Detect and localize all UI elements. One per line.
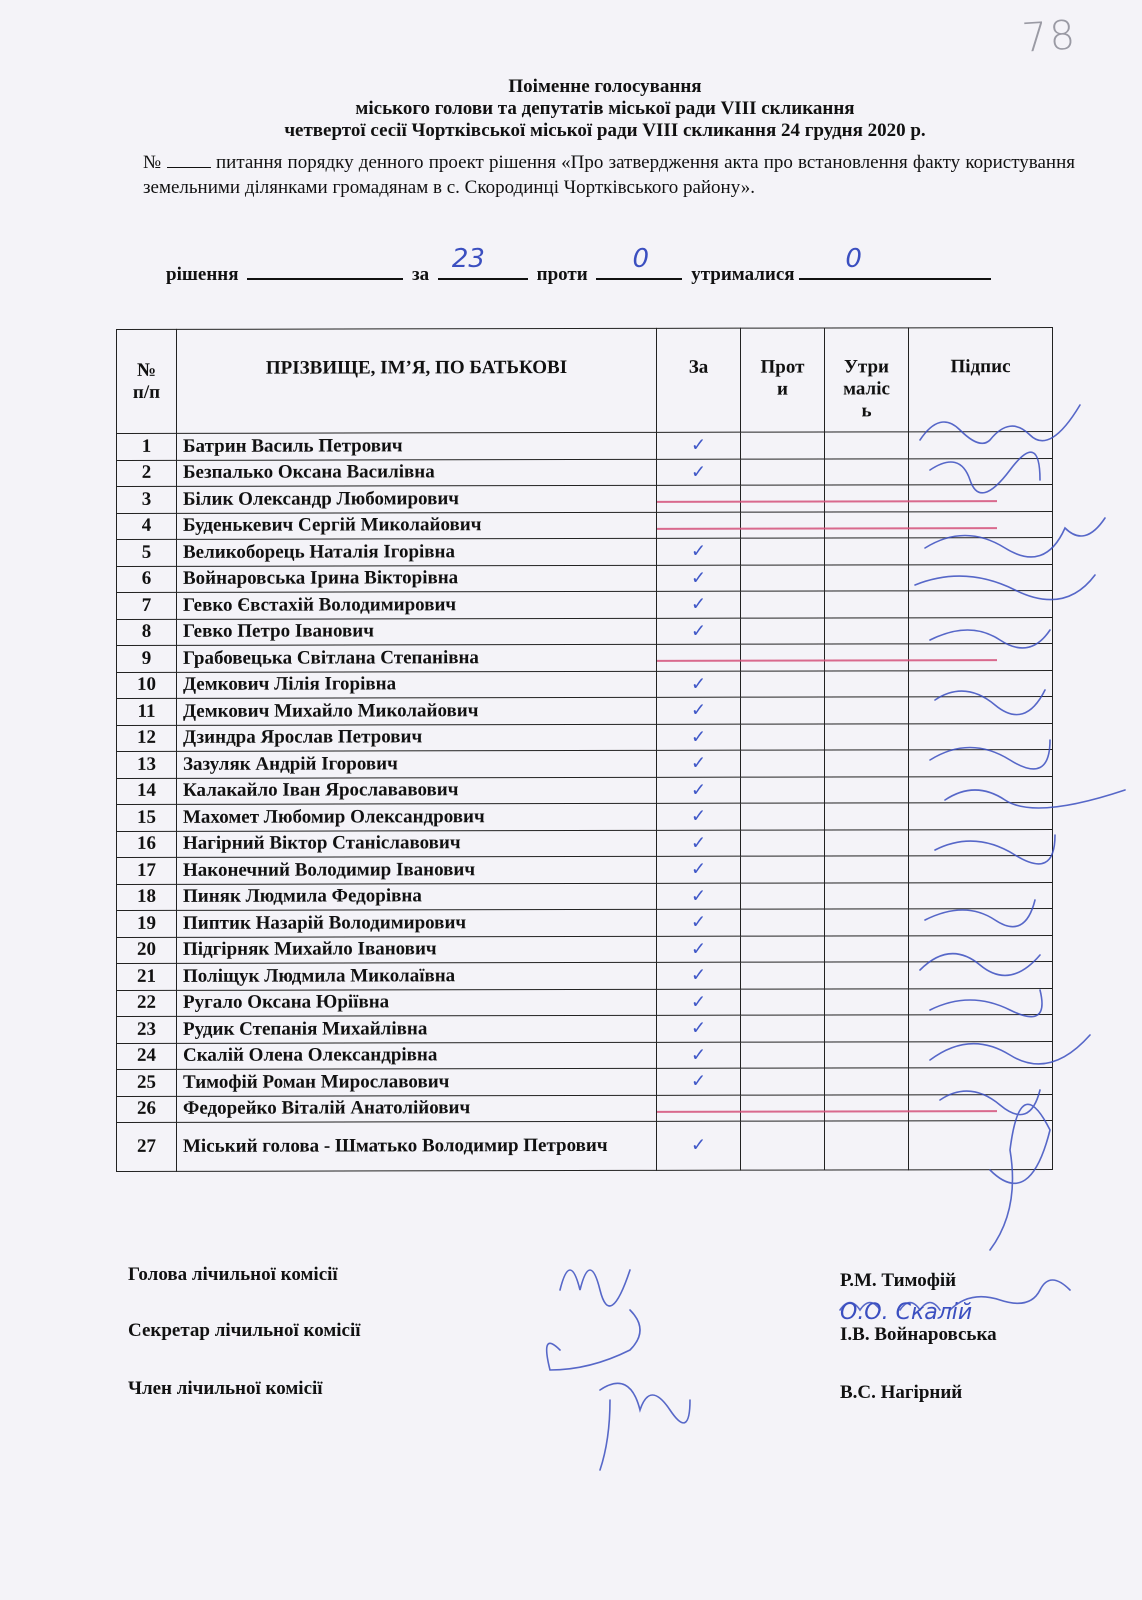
row-number: 2	[117, 460, 177, 487]
row-name: Рудик Степанія Михайлівна	[177, 1015, 657, 1043]
row-number: 17	[117, 857, 177, 884]
row-name: Федорейко Віталій Анатолійович	[177, 1095, 657, 1123]
row-vote-abstained	[825, 1121, 909, 1170]
table-row	[117, 432, 1053, 460]
row-signature	[909, 803, 1053, 830]
row-signature	[909, 432, 1053, 459]
row-name: Демкович Михайло Миколайович	[177, 697, 657, 725]
row-signature	[909, 1094, 1053, 1121]
table-row	[117, 485, 1053, 513]
row-vote-abstained	[825, 458, 909, 485]
against-count-field	[596, 244, 682, 280]
page-number: 78	[1020, 12, 1079, 62]
row-vote-against	[741, 644, 825, 671]
member-label: Член лічильної комісії	[128, 1378, 323, 1399]
row-vote-for: ✓	[657, 989, 741, 1016]
header-title: Поіменне голосування	[508, 76, 702, 97]
table-row	[117, 617, 1053, 645]
row-name: Гевко Петро Іванович	[177, 618, 657, 646]
table-row	[117, 882, 1053, 910]
table-row	[117, 1121, 1053, 1172]
table-row	[117, 962, 1053, 990]
row-name: Великоборець Наталія Ігорівна	[177, 538, 657, 566]
table-row	[117, 644, 1053, 672]
row-name: Ругало Оксана Юріївна	[177, 989, 657, 1017]
table-row	[117, 723, 1053, 751]
row-name: Махомет Любомир Олександрович	[177, 803, 657, 831]
chair-label: Голова лічильної комісії	[128, 1264, 338, 1285]
row-signature	[909, 458, 1053, 485]
row-vote-for	[657, 512, 741, 539]
row-signature	[909, 776, 1053, 803]
row-vote-for	[657, 644, 741, 671]
row-number: 6	[117, 566, 177, 593]
row-signature	[909, 617, 1053, 644]
row-vote-for: ✓	[657, 1042, 741, 1069]
row-number: 1	[117, 433, 177, 460]
row-vote-abstained	[825, 776, 909, 803]
row-vote-for: ✓	[657, 591, 741, 618]
row-vote-against	[741, 564, 825, 591]
row-number: 13	[117, 751, 177, 778]
header-abstained: Утри маліс ь	[825, 328, 909, 432]
row-name: Безпалько Оксана Василівна	[177, 459, 657, 487]
row-vote-against	[741, 829, 825, 856]
row-vote-abstained	[825, 829, 909, 856]
row-vote-for: ✓	[657, 538, 741, 565]
row-vote-against	[741, 458, 825, 485]
row-vote-abstained	[825, 909, 909, 936]
row-signature	[909, 1015, 1053, 1042]
table-row	[117, 803, 1053, 831]
table-row	[117, 1068, 1053, 1096]
row-name: Білик Олександр Любомирович	[177, 485, 657, 513]
row-vote-against	[741, 617, 825, 644]
row-signature	[909, 644, 1053, 671]
row-name: Нагірний Віктор Станіславович	[177, 830, 657, 858]
row-vote-abstained	[825, 935, 909, 962]
row-vote-abstained	[825, 538, 909, 565]
row-number: 25	[117, 1069, 177, 1096]
roll-call-table	[116, 327, 1053, 1172]
row-vote-for: ✓	[657, 618, 741, 645]
table-row	[117, 856, 1053, 884]
row-number: 8	[117, 619, 177, 646]
table-row	[117, 750, 1053, 778]
row-name: Підгірняк Михайло Іванович	[177, 936, 657, 964]
row-vote-abstained	[825, 1041, 909, 1068]
row-signature	[909, 1041, 1053, 1068]
row-vote-for: ✓	[657, 962, 741, 989]
row-name: Гевко Євстахій Володимирович	[177, 591, 657, 619]
row-vote-for: ✓	[657, 883, 741, 910]
row-vote-against	[741, 538, 825, 565]
table-row	[117, 458, 1053, 486]
row-vote-against	[741, 909, 825, 936]
row-number: 5	[117, 539, 177, 566]
row-number: 3	[117, 486, 177, 513]
for-count-field	[438, 244, 528, 280]
row-vote-against	[741, 776, 825, 803]
row-vote-abstained	[825, 432, 909, 459]
row-name: Войнаровська Ірина Вікторівна	[177, 565, 657, 593]
row-vote-for: ✓	[657, 1015, 741, 1042]
against-label: проти	[536, 264, 588, 285]
row-vote-for: ✓	[657, 1121, 741, 1170]
row-number: 26	[117, 1096, 177, 1123]
row-name: Буденькевич Сергій Миколайович	[177, 512, 657, 540]
row-signature	[909, 697, 1053, 724]
row-number: 7	[117, 592, 177, 619]
row-vote-for: ✓	[657, 565, 741, 592]
row-signature	[909, 485, 1053, 512]
row-number: 27	[117, 1122, 177, 1171]
row-vote-against	[741, 803, 825, 830]
row-vote-for: ✓	[657, 909, 741, 936]
row-name: Грабовецька Світлана Степанівна	[177, 644, 657, 672]
row-signature	[909, 1121, 1053, 1170]
header-name: ПРІЗВИЩЕ, ІМ’Я, ПО БАТЬКОВІ	[177, 328, 657, 433]
row-name: Пиптик Назарій Володимирович	[177, 909, 657, 937]
row-vote-against	[741, 697, 825, 724]
row-vote-against	[741, 1015, 825, 1042]
row-name: Калакайло Іван Ярослававович	[177, 777, 657, 805]
row-vote-against	[741, 1068, 825, 1095]
row-number: 15	[117, 804, 177, 831]
row-signature	[909, 538, 1053, 565]
table-row	[117, 697, 1053, 725]
row-signature	[909, 1068, 1053, 1095]
row-vote-abstained	[825, 1068, 909, 1095]
agenda-text: питання порядку денного проект рішення «Про затвердження акта про встановлення факту користування земельними ділянками громадянам в с. Скородинці Чортківського району».	[143, 152, 1076, 198]
row-number: 22	[117, 990, 177, 1017]
abstained-count-field	[799, 244, 991, 280]
row-vote-for: ✓	[657, 750, 741, 777]
agenda-number-sign: №	[143, 152, 162, 173]
row-vote-against	[741, 856, 825, 883]
row-name: Батрин Василь Петрович	[177, 432, 657, 460]
header-num: № п/п	[117, 329, 177, 433]
row-vote-for: ✓	[657, 697, 741, 724]
row-vote-abstained	[825, 670, 909, 697]
row-number: 9	[117, 645, 177, 672]
row-signature	[909, 829, 1053, 856]
abstained-count-value: 0	[845, 244, 862, 274]
row-vote-abstained	[825, 1094, 909, 1121]
row-vote-for: ✓	[657, 459, 741, 486]
row-number: 20	[117, 937, 177, 964]
table-row	[117, 511, 1053, 539]
header-for: За	[657, 328, 741, 432]
table-row	[117, 776, 1053, 804]
row-name: Міський голова - Шматько Володимир Петрович	[177, 1121, 657, 1171]
row-vote-against	[741, 1041, 825, 1068]
row-vote-against	[741, 485, 825, 512]
table-row	[117, 564, 1053, 592]
row-name: Дзиндра Ярослав Петрович	[177, 724, 657, 752]
decision-label: рішення	[166, 264, 239, 285]
row-vote-against	[741, 1121, 825, 1170]
secretary-handwritten-name: О.О. Скалій	[840, 1300, 973, 1325]
row-number: 18	[117, 884, 177, 911]
table-row	[117, 1094, 1053, 1122]
row-number: 11	[117, 698, 177, 725]
row-vote-against	[741, 750, 825, 777]
row-vote-against	[741, 591, 825, 618]
for-count-value: 23	[451, 244, 485, 274]
chair-name: Р.М. Тимофій	[840, 1270, 957, 1291]
row-vote-for	[657, 1095, 741, 1122]
header-signature: Підпис	[909, 328, 1053, 432]
row-vote-against	[741, 670, 825, 697]
row-vote-abstained	[825, 723, 909, 750]
table-row	[117, 909, 1053, 937]
row-signature	[909, 935, 1053, 962]
abstained-label: утрималися	[691, 264, 795, 285]
row-number: 4	[117, 513, 177, 540]
row-vote-abstained	[825, 856, 909, 883]
row-signature	[909, 909, 1053, 936]
row-number: 12	[117, 725, 177, 752]
row-vote-abstained	[825, 564, 909, 591]
table-row	[117, 1041, 1053, 1069]
row-signature	[909, 988, 1053, 1015]
secretary-label: Секретар лічильної комісії	[128, 1320, 361, 1341]
row-vote-for: ✓	[657, 724, 741, 751]
row-number: 23	[117, 1016, 177, 1043]
row-name: Пиняк Людмила Федорівна	[177, 883, 657, 911]
row-signature	[909, 856, 1053, 883]
agenda-number-blank	[167, 151, 211, 168]
row-number: 24	[117, 1043, 177, 1070]
header-subtitle: міського голови та депутатів міської ради VIII скликання	[355, 98, 855, 119]
row-vote-for: ✓	[657, 777, 741, 804]
member-name: В.С. Нагірний	[840, 1382, 963, 1403]
row-vote-abstained	[825, 644, 909, 671]
document-header	[130, 76, 1080, 142]
row-name: Поліщук Людмила Миколаївна	[177, 962, 657, 990]
table-row	[117, 829, 1053, 857]
row-vote-abstained	[825, 485, 909, 512]
row-signature	[909, 962, 1053, 989]
row-number: 10	[117, 672, 177, 699]
row-vote-against	[741, 882, 825, 909]
row-signature	[909, 511, 1053, 538]
row-vote-abstained	[825, 750, 909, 777]
row-signature	[909, 750, 1053, 777]
row-vote-for	[657, 485, 741, 512]
header-against: Прот и	[741, 328, 825, 432]
row-vote-against	[741, 988, 825, 1015]
row-number: 16	[117, 831, 177, 858]
secretary-name: І.В. Войнаровська	[840, 1324, 997, 1345]
row-vote-for: ✓	[657, 432, 741, 459]
row-vote-against	[741, 723, 825, 750]
row-vote-against	[741, 432, 825, 459]
row-vote-abstained	[825, 1015, 909, 1042]
row-signature	[909, 591, 1053, 618]
row-signature	[909, 723, 1053, 750]
table-row	[117, 988, 1053, 1016]
row-vote-abstained	[825, 882, 909, 909]
row-vote-abstained	[825, 617, 909, 644]
row-signature	[909, 670, 1053, 697]
row-vote-for: ✓	[657, 671, 741, 698]
row-vote-abstained	[825, 591, 909, 618]
row-vote-for: ✓	[657, 936, 741, 963]
agenda-item	[143, 150, 1075, 200]
row-vote-abstained	[825, 962, 909, 989]
row-number: 21	[117, 963, 177, 990]
row-vote-against	[741, 511, 825, 538]
row-signature	[909, 564, 1053, 591]
row-name: Зазуляк Андрій Ігорович	[177, 750, 657, 778]
table-row	[117, 670, 1053, 698]
against-count-value: 0	[632, 244, 649, 274]
row-vote-for: ✓	[657, 830, 741, 857]
row-name: Демкович Лілія Ігорівна	[177, 671, 657, 699]
table-row	[117, 538, 1053, 566]
row-name: Тимофій Роман Мирославович	[177, 1068, 657, 1096]
row-vote-abstained	[825, 697, 909, 724]
table-row	[117, 591, 1053, 619]
decision-blank	[247, 256, 403, 280]
row-vote-abstained	[825, 803, 909, 830]
row-number: 14	[117, 778, 177, 805]
row-vote-abstained	[825, 511, 909, 538]
row-vote-for: ✓	[657, 856, 741, 883]
row-name: Скалій Олена Олександрівна	[177, 1042, 657, 1070]
row-vote-against	[741, 935, 825, 962]
row-name: Наконечний Володимир Іванович	[177, 856, 657, 884]
decision-summary	[166, 244, 1066, 286]
row-vote-for: ✓	[657, 1068, 741, 1095]
table-row	[117, 1015, 1053, 1043]
row-vote-for: ✓	[657, 803, 741, 830]
header-session: четвертої сесії Чортківської міської ради VIII скликання 24 грудня 2020 р.	[284, 120, 926, 141]
row-vote-against	[741, 962, 825, 989]
row-vote-abstained	[825, 988, 909, 1015]
table-row	[117, 935, 1053, 963]
row-vote-against	[741, 1094, 825, 1121]
row-signature	[909, 882, 1053, 909]
row-number: 19	[117, 910, 177, 937]
for-label: за	[412, 264, 430, 285]
